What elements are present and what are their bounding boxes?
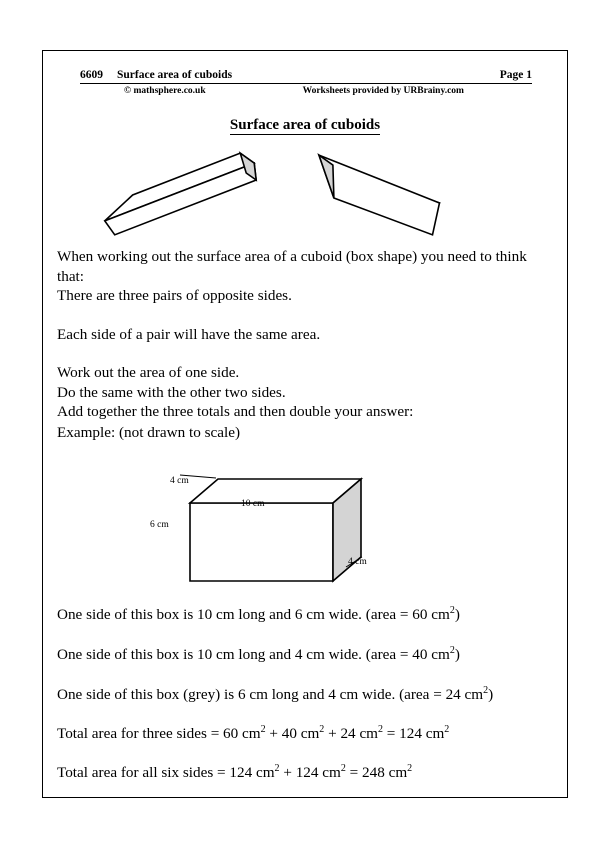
calc-4-sup-a: 2	[260, 723, 266, 735]
paragraph-example-label	[57, 423, 557, 443]
pairs-line: There are three pairs of opposite sides.	[57, 287, 292, 304]
paragraph-steps	[57, 363, 557, 422]
calc-5-sup-a: 2	[274, 762, 280, 774]
figure-label-height: 6 cm	[150, 520, 169, 530]
page-title	[43, 117, 567, 134]
calc-4-part-a: Total area for three sides = 60 cm	[57, 725, 261, 742]
page-number: Page 1	[499, 69, 532, 81]
calculation-line-2	[57, 645, 460, 664]
calc-2-superscript: 2	[449, 644, 455, 656]
page-header	[80, 68, 532, 98]
same-area-line: Each side of a pair will have the same area.	[57, 326, 321, 343]
copyright-text: © mathsphere.co.uk	[124, 86, 206, 96]
calc-4-sup-b: 2	[319, 723, 325, 735]
paragraph-intro	[57, 247, 557, 306]
calc-4-part-b: + 40 cm	[265, 725, 320, 742]
calc-2-tail: )	[454, 646, 460, 663]
header-bottom-row	[80, 84, 532, 98]
example-label-line: Example: (not drawn to scale)	[57, 424, 241, 441]
calc-1-tail: )	[454, 606, 460, 623]
calc-4-sup-d: 2	[444, 723, 450, 735]
right-bar-front-face	[319, 155, 440, 235]
intro-line: When working out the surface area of a cuboid (box shape) you need to think that:	[57, 248, 527, 285]
calc-5-part-b: + 124 cm	[279, 764, 341, 781]
decorative-cuboid-bars	[43, 143, 567, 238]
calc-5-part-a: Total area for all six sides = 124 cm	[57, 764, 275, 781]
step-2-line: Do the same with the other two sides.	[57, 383, 286, 401]
calculation-line-3	[57, 685, 493, 704]
calc-5-sup-b: 2	[340, 762, 346, 774]
calc-1-superscript: 2	[449, 604, 455, 616]
calc-4-part-d: = 124 cm	[383, 725, 445, 742]
calculation-line-5	[57, 763, 412, 782]
cuboid-top-face	[190, 479, 361, 503]
figure-label-length: 10 cm	[241, 499, 265, 509]
step-3-line: Add together the three totals and then double your answer:	[57, 403, 414, 420]
calc-5-sup-c: 2	[407, 762, 413, 774]
decorative-cuboid-left	[105, 153, 256, 235]
calc-3-text: One side of this box (grey) is 6 cm long and 4 cm wide. (area = 24 cm	[57, 686, 484, 703]
provider-text: Worksheets provided by URBrainy.com	[302, 86, 464, 96]
figure-label-depth-side: 4 cm	[348, 557, 367, 567]
calc-5-part-c: = 248 cm	[345, 764, 408, 781]
step-1-line: Work out the area of one side.	[57, 364, 240, 381]
decorative-cuboid-right	[319, 155, 440, 235]
calc-4-sup-c: 2	[378, 723, 383, 735]
page-title-text: Surface area of cuboids	[229, 117, 381, 133]
worksheet-code: 6609	[80, 69, 103, 81]
header-top-row	[80, 68, 532, 84]
calc-4-part-c: + 24 cm	[324, 725, 378, 742]
cuboid-front-face	[190, 503, 333, 581]
paragraph-same-area	[57, 325, 557, 345]
worksheet-header-title: Surface area of cuboids	[117, 69, 233, 81]
header-left-group	[80, 68, 232, 82]
calculation-line-1	[57, 605, 460, 624]
worksheet-page	[42, 50, 568, 798]
calc-1-text: One side of this box is 10 cm long and 6 cm wide. (area = 60 cm	[57, 606, 450, 623]
calculation-line-4	[57, 724, 449, 743]
calc-3-superscript: 2	[483, 684, 489, 696]
example-cuboid-figure	[118, 463, 418, 593]
figure-label-depth-top: 4 cm	[170, 476, 189, 486]
calc-3-tail: )	[488, 686, 494, 703]
calc-2-text: One side of this box is 10 cm long and 4 cm wide. (area = 40 cm	[57, 646, 450, 663]
